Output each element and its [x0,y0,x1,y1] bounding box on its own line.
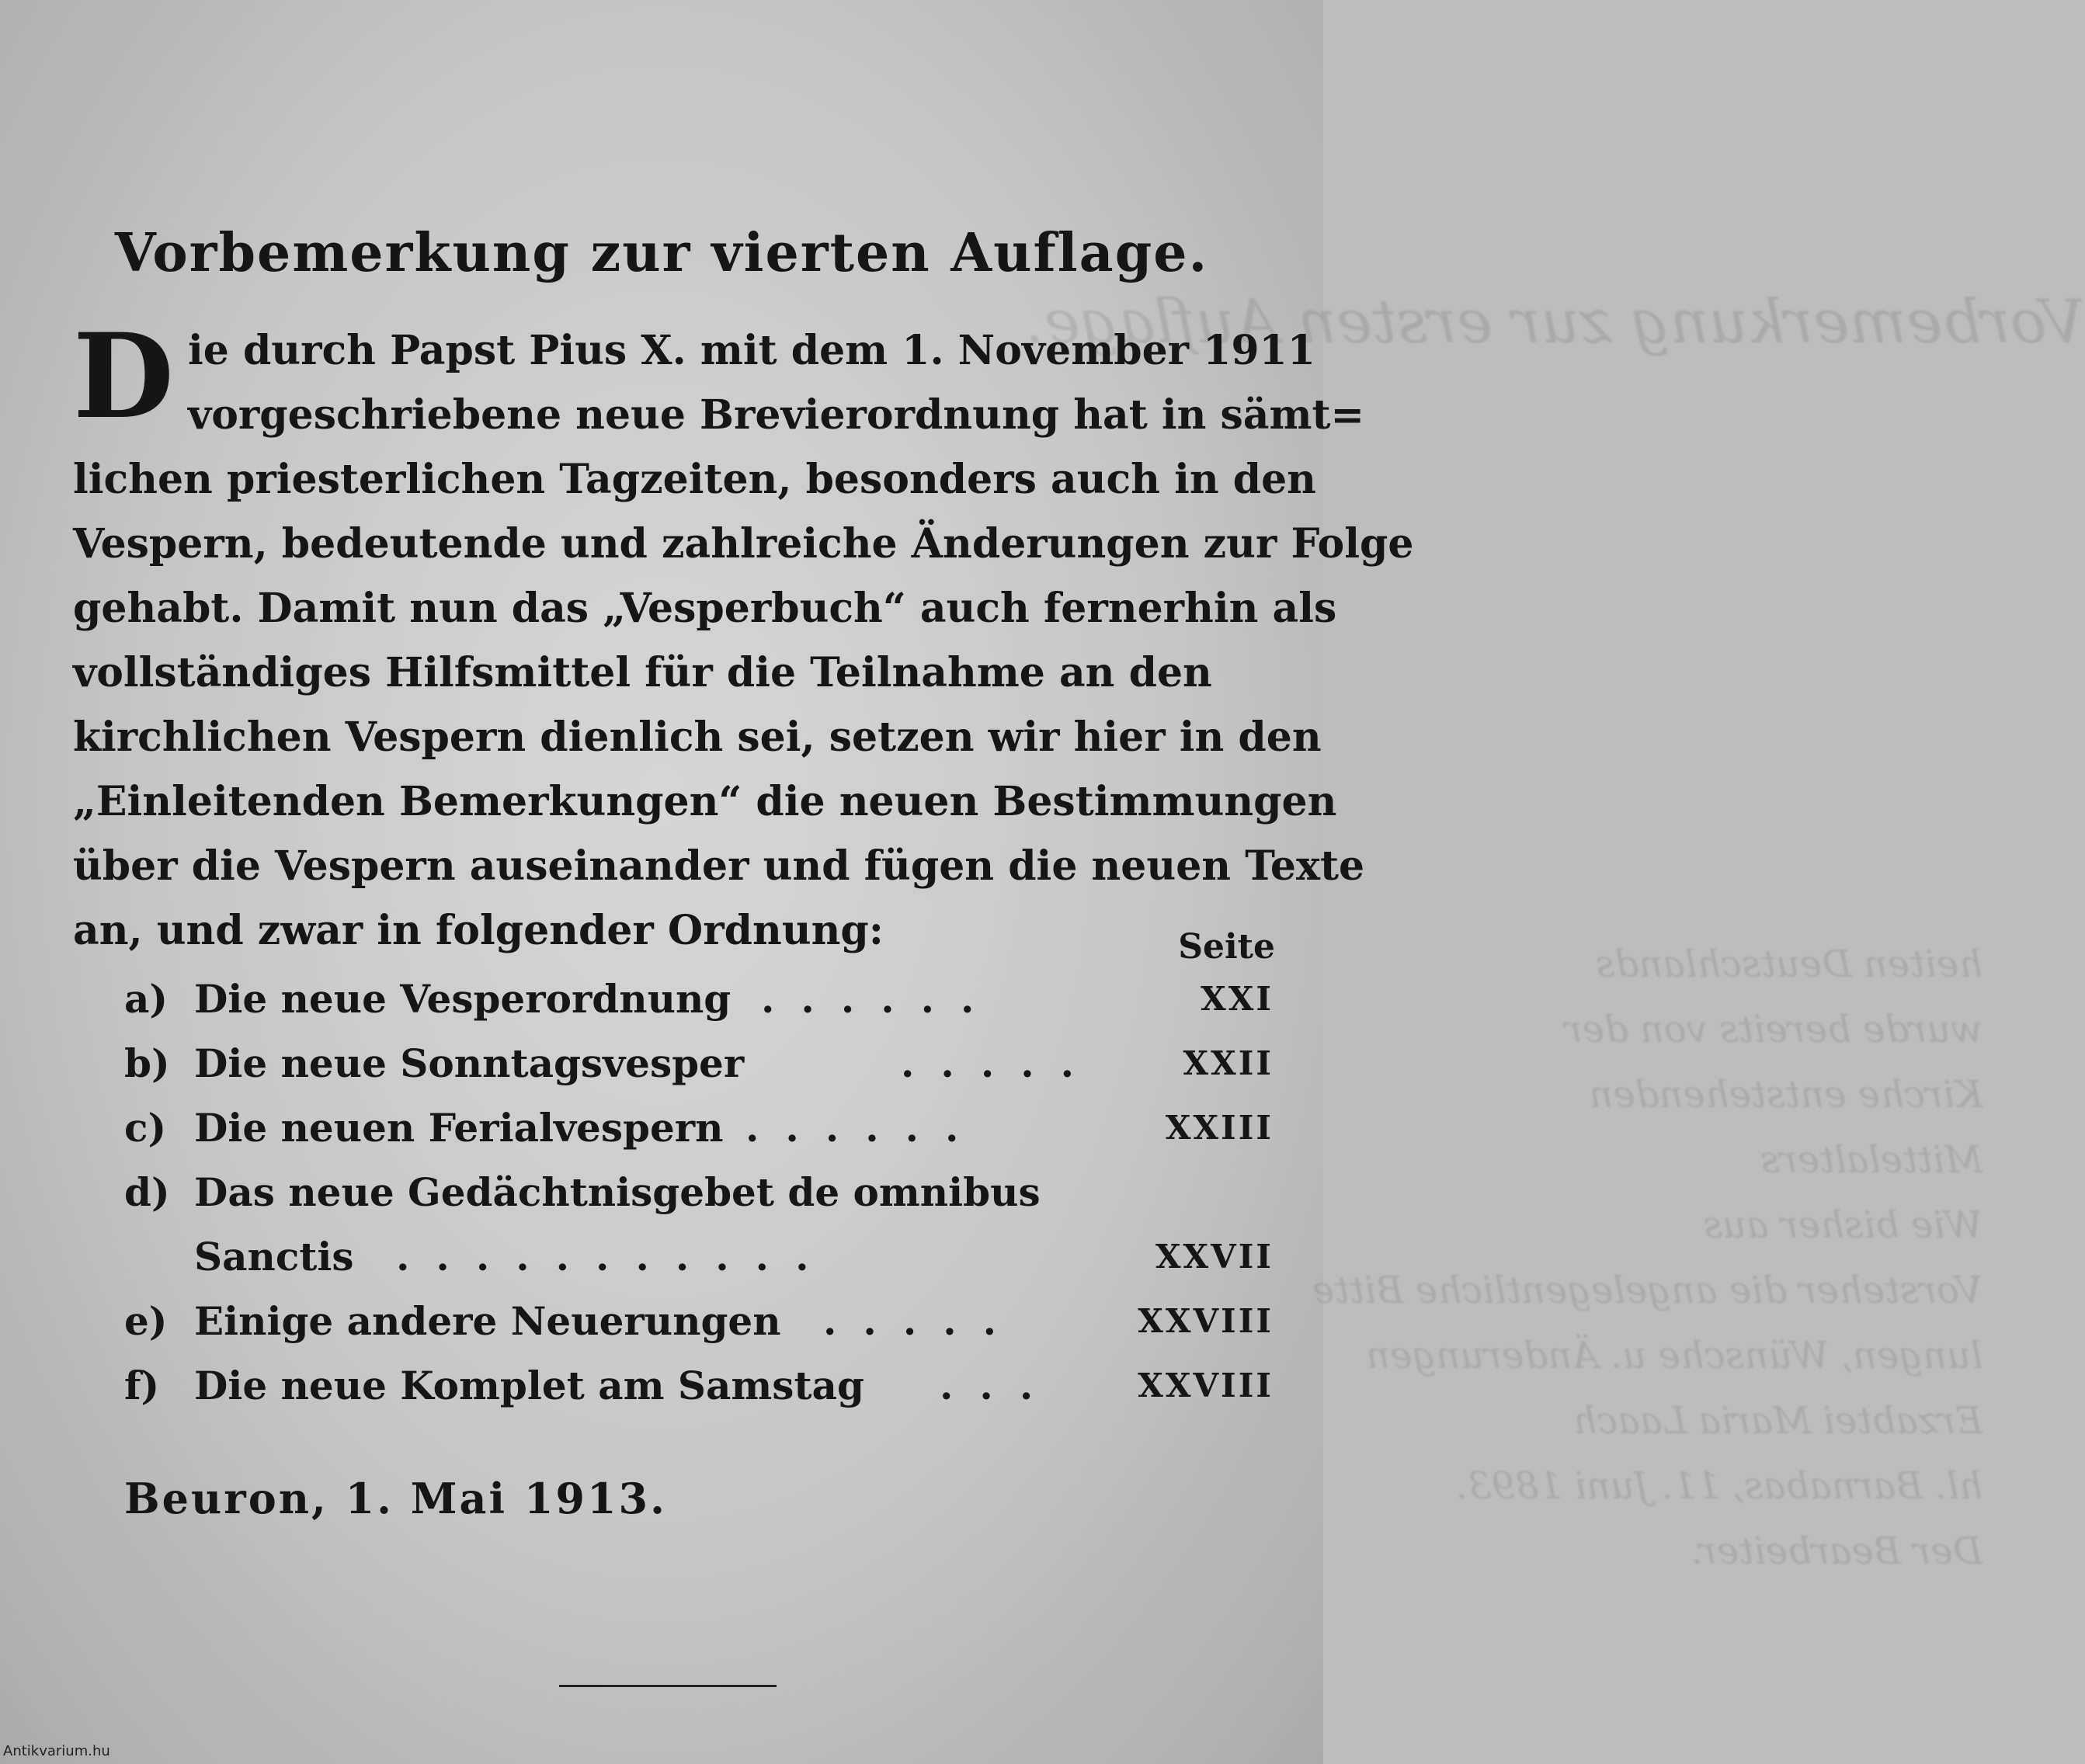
toc-item-title: Die neue Sonntagsvesper [194,1040,745,1086]
text-line: „Einleitenden Bemerkungen“ die neuen Bestimmungen [73,778,1337,825]
text-line: gehabt. Damit nun das „Vesperbuch“ auch fernerhin als [73,585,1337,632]
toc-item-letter: c) [124,1105,167,1151]
preface-paragraph [73,308,1414,1027]
toc-item-title-continued: Sanctis [194,1234,354,1280]
toc-item-letter: d) [124,1169,170,1215]
toc-item-page: XXVIII [1138,1366,1274,1405]
toc-item-page: XXII [1183,1044,1274,1082]
toc-leader-dots: ...... [761,976,1001,1022]
toc-item [124,1160,1274,1224]
toc-item-letter: f) [124,1363,160,1408]
toc-item-page: XXIII [1165,1109,1274,1147]
toc-item [124,967,1274,1031]
toc-item-page: XXI [1201,980,1274,1018]
drop-cap: D [73,308,175,445]
toc-item-page: XXVII [1155,1238,1274,1276]
toc-item [124,1289,1274,1353]
show-through-text: heiten Deutschlands wurde bereits von der Kirche entstehenden Mittelalters Wie bisher aus Vorsteher die angelegentliche Bitte lungen, Wünsche u. Änderungen Erzabtei Maria Laach hl. Barnabas, 11. Juni 1893. Der Bearbeiter. [1312,943,1983,1573]
toc-item-title: Einige andere Neuerungen [194,1298,781,1344]
toc-item-page: XXVIII [1138,1302,1274,1340]
toc-leader-dots: ........... [396,1234,836,1280]
table-of-contents [124,967,1274,1418]
text-line: über die Vespern auseinander und fügen die neuen Texte [73,842,1365,890]
toc-item-continuation [124,1224,1274,1289]
text-line: vorgeschriebene neue Brevierordnung hat in sämt= [188,391,1365,439]
text-line: lichen priesterlichen Tagzeiten, besonders auch in den [73,456,1316,503]
text-line: Vespern, bedeutende und zahlreiche Änderungen zur Folge [73,520,1414,568]
source-watermark: Antikvarium.hu [3,1743,110,1759]
closing-rule [559,1685,777,1687]
toc-item-title: Das neue Gedächtnisgebet de omnibus [194,1169,1041,1215]
place-date-signature: Beuron, 1. Mai 1913. [124,1474,667,1523]
toc-item [124,1353,1274,1418]
toc-item-title: Die neuen Ferialvespern [194,1105,724,1151]
toc-item-title: Die neue Komplet am Samstag [194,1363,864,1408]
toc-item [124,1031,1274,1096]
toc-leader-dots: ..... [901,1040,1101,1086]
text-line: ie durch Papst Pius X. mit dem 1. November 1911 [188,327,1315,374]
toc-leader-dots: ..... [823,1298,1023,1344]
toc-item [124,1096,1274,1160]
text-line: vollständiges Hilfsmittel für die Teilnahme an den [73,649,1212,696]
text-line: an, und zwar in folgender Ordnung: [73,907,884,954]
toc-item-letter: b) [124,1040,170,1086]
toc-leader-dots: ...... [745,1105,985,1151]
toc-item-title: Die neue Vesperordnung [194,976,731,1022]
toc-item-letter: a) [124,976,169,1022]
toc-item-letter: e) [124,1298,168,1344]
text-line: kirchlichen Vespern dienlich sei, setzen wir hier in den [73,714,1322,761]
toc-leader-dots: ... [940,1363,1060,1408]
page-title: Vorbemerkung zur vierten Auflage. [114,221,1209,284]
toc-column-header: Seite [1178,927,1275,967]
show-through-text: Vorbemerkung zur ersten Auflage. [1025,287,2085,357]
